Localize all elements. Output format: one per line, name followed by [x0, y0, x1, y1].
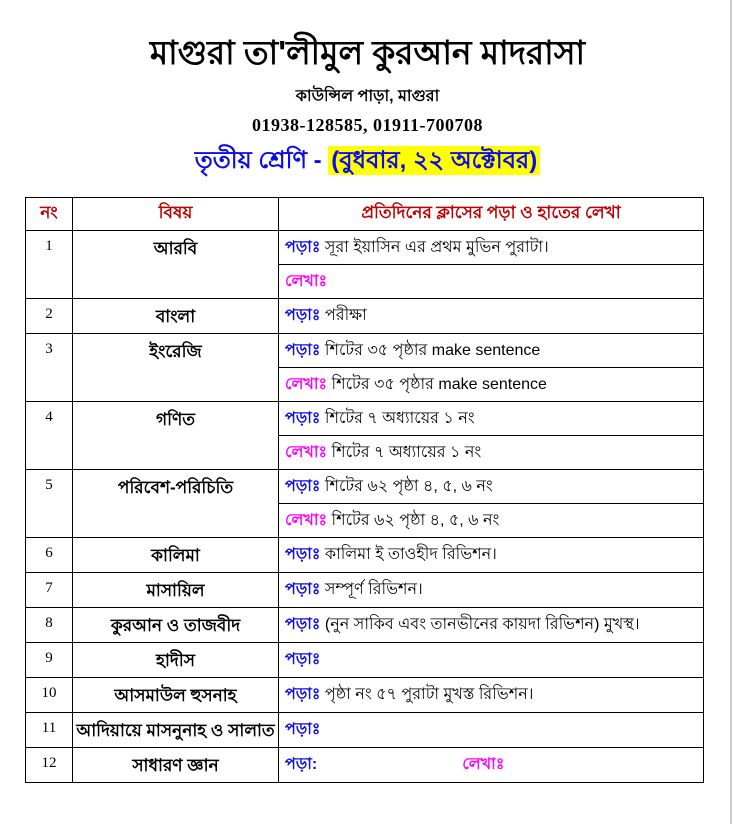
subject-cell: পরিবেশ-পরিচিতি	[73, 469, 279, 537]
row-number-cell: 7	[26, 572, 73, 607]
lekha-label: লেখাঃ	[285, 511, 328, 529]
lesson-text: কালিমা ই তাওহীদ রিভিশন।	[320, 546, 497, 564]
lesson-text: পৃষ্ঠা নং ৫৭ পুরাটা মুখস্ত রিভিশন।	[320, 686, 534, 704]
document-header	[0, 0, 735, 182]
lesson-text: (নুন সাকিব এবং তানভীনের কায়দা রিভিশন) মুখস্থ।	[320, 616, 640, 634]
school-address: কাউন্সিল পাড়া, মাগুরা	[295, 87, 440, 105]
pora-label: পড়াঃ	[285, 651, 321, 669]
lesson-cell	[279, 367, 704, 401]
lesson-text: শিটের ৭ অধ্যায়ের ১ নং	[327, 443, 482, 461]
row-number-cell: 8	[26, 607, 73, 642]
pora-label: পড়াঃ	[285, 307, 321, 325]
row-number-cell: 2	[26, 298, 73, 333]
table-row	[26, 747, 704, 782]
lesson-cell	[279, 747, 704, 782]
schedule-table	[25, 197, 704, 783]
lesson-text: শিটের ৬২ পৃষ্ঠা ৪, ৫, ৬ নং	[320, 477, 493, 495]
table-row	[26, 230, 704, 264]
row-number-cell: 10	[26, 677, 73, 712]
lesson-cell	[279, 401, 704, 435]
row-number-cell: 6	[26, 537, 73, 572]
lesson-cell	[279, 712, 704, 747]
page-edge	[730, 0, 732, 824]
table-row	[26, 712, 704, 747]
pora-label: পড়া:	[285, 756, 318, 774]
table-row	[26, 537, 704, 572]
pora-label: পড়াঃ	[285, 409, 321, 427]
table-row	[26, 401, 704, 435]
school-title: মাগুরা তা'লীমুল কুরআন মাদরাসা	[149, 34, 586, 71]
lesson-text: শিটের ৬২ পৃষ্ঠা ৪, ৫, ৬ নং	[327, 511, 500, 529]
class-heading	[0, 142, 735, 182]
subject-cell: কুরআন ও তাজবীদ	[73, 607, 279, 642]
pora-label: পড়াঃ	[285, 238, 321, 256]
table-header-row	[26, 197, 704, 230]
pora-label: পড়াঃ	[285, 686, 321, 704]
pora-label: পড়াঃ	[285, 546, 321, 564]
lekha-label: লেখাঃ	[285, 272, 328, 290]
subject-cell: কালিমা	[73, 537, 279, 572]
lesson-text: শিটের ৩৫ পৃষ্ঠার make sentence	[327, 375, 547, 393]
lesson-cell	[279, 503, 704, 537]
table-row	[26, 642, 704, 677]
pora-label: পড়াঃ	[285, 341, 321, 359]
header-lesson: প্রতিদিনের ক্লাসের পড়া ও হাতের লেখা	[279, 197, 704, 230]
lekha-label: লেখাঃ	[285, 443, 328, 461]
lesson-cell	[279, 469, 704, 503]
row-number-cell: 1	[26, 230, 73, 298]
subject-cell: ইংরেজি	[73, 333, 279, 401]
lesson-cell	[279, 264, 704, 298]
table-row	[26, 469, 704, 503]
class-date-highlight: (বুধবার, ২২ অক্টোবর)	[328, 146, 540, 175]
subject-cell: হাদীস	[73, 642, 279, 677]
table-row	[26, 677, 704, 712]
lesson-cell	[279, 333, 704, 367]
lesson-text: সম্পূর্ণ রিভিশন।	[320, 581, 423, 599]
lesson-cell	[279, 435, 704, 469]
table-row	[26, 333, 704, 367]
lesson-text: শিটের ৭ অধ্যায়ের ১ নং	[320, 409, 475, 427]
subject-cell: গণিত	[73, 401, 279, 469]
row-number-cell: 9	[26, 642, 73, 677]
pora-label: পড়াঃ	[285, 616, 321, 634]
schedule-table-wrap	[25, 197, 735, 783]
row-number-cell: 12	[26, 747, 73, 782]
phone-numbers: 01938-128585, 01911-700708	[252, 114, 483, 135]
table-row	[26, 572, 704, 607]
lesson-cell	[279, 572, 704, 607]
lesson-cell	[279, 677, 704, 712]
header-serial: নং	[26, 197, 73, 230]
row-number-cell: 4	[26, 401, 73, 469]
subject-cell: বাংলা	[73, 298, 279, 333]
pora-label: পড়াঃ	[285, 721, 321, 739]
lesson-cell	[279, 298, 704, 333]
subject-cell: আরবি	[73, 230, 279, 298]
table-row	[26, 607, 704, 642]
schedule-table-body	[26, 230, 704, 782]
lesson-text: সূরা ইয়াসিন এর প্রথম মুভিন পুরাটা।	[320, 238, 549, 256]
lesson-cell	[279, 642, 704, 677]
pora-label: পড়াঃ	[285, 477, 321, 495]
class-name: তৃতীয় শ্রেণি -	[194, 146, 329, 174]
table-row	[26, 298, 704, 333]
lesson-cell	[279, 537, 704, 572]
lekha-label: লেখাঃ	[462, 756, 505, 774]
row-number-cell: 5	[26, 469, 73, 537]
header-subject: বিষয়	[73, 197, 279, 230]
lesson-cell	[279, 230, 704, 264]
row-number-cell: 3	[26, 333, 73, 401]
lesson-text: পরীক্ষা	[320, 307, 367, 325]
subject-cell: সাধারণ জ্ঞান	[73, 747, 279, 782]
pora-label: পড়াঃ	[285, 581, 321, 599]
subject-cell: আসমাউল হুসনাহ	[73, 677, 279, 712]
lesson-text: শিটের ৩৫ পৃষ্ঠার make sentence	[320, 341, 541, 359]
lekha-label: লেখাঃ	[285, 375, 328, 393]
row-number-cell: 11	[26, 712, 73, 747]
subject-cell: মাসায়িল	[73, 572, 279, 607]
subject-cell: আদিয়ায়ে মাসনুনাহ ও সালাত	[73, 712, 279, 747]
lesson-cell	[279, 607, 704, 642]
